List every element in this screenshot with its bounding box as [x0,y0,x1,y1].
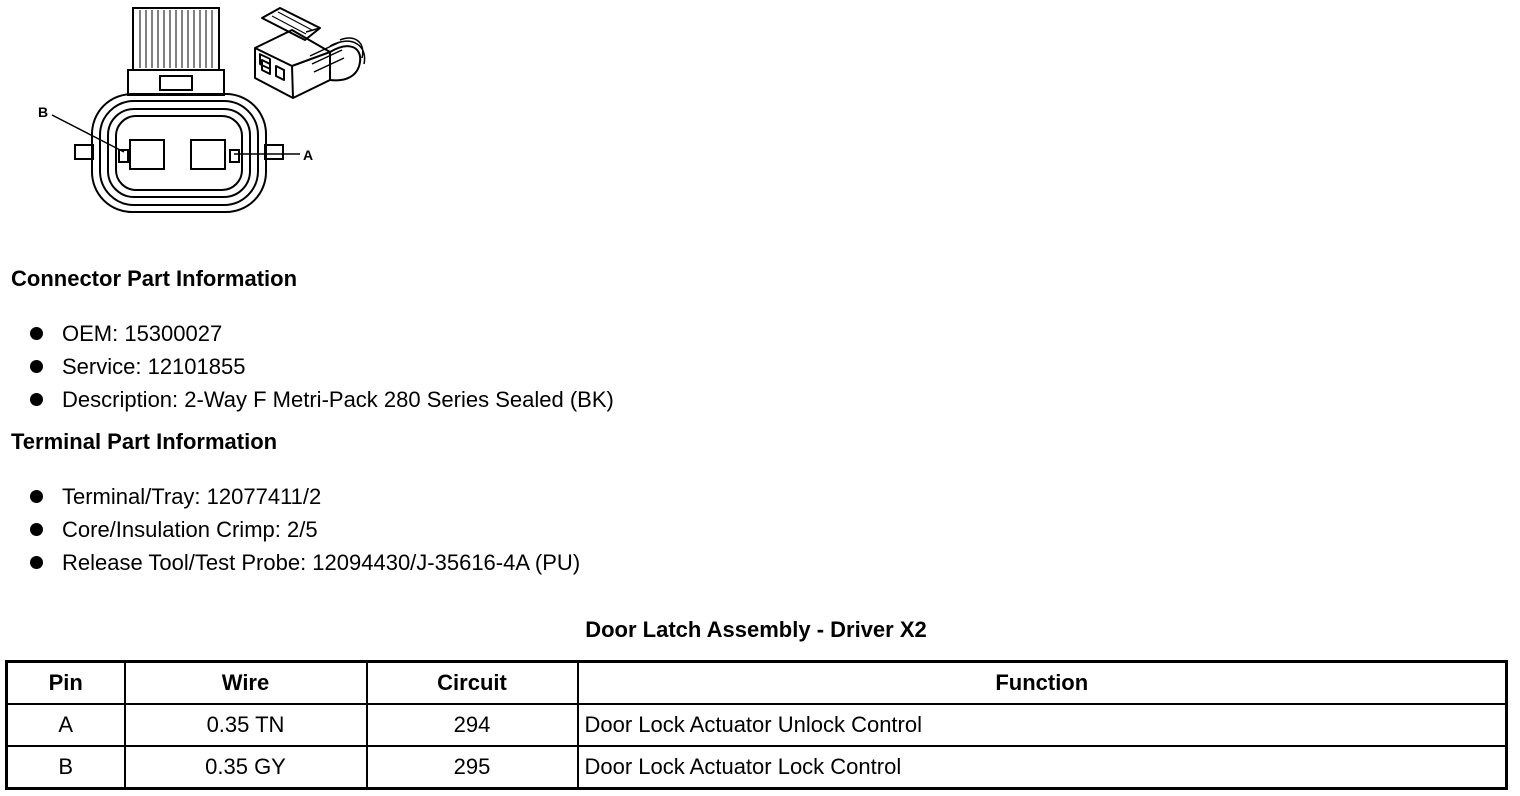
table-header-row [7,662,1507,705]
list-item [30,350,614,383]
terminal-info-list [30,480,580,579]
label-b: B [38,104,49,120]
header-wire: Wire [125,662,367,705]
terminal-release-tool: Release Tool/Test Probe: 12094430/J-35616-4A (PU) [62,550,581,575]
label-a: A [303,147,314,163]
header-function: Function [578,662,1507,705]
pinout-table [5,660,1508,790]
header-pin: Pin [7,662,125,705]
bullet-icon [30,393,43,406]
terminal-crimp: Core/Insulation Crimp: 2/5 [62,517,318,542]
connector-diagram [0,0,380,225]
list-item [30,546,580,579]
connector-oem: OEM: 15300027 [62,321,223,346]
list-item [30,317,614,350]
terminal-tray: Terminal/Tray: 12077411/2 [62,484,322,509]
bullet-icon [30,556,43,569]
cell-function: Door Lock Actuator Unlock Control [578,704,1507,746]
cell-pin: B [7,746,125,789]
list-item [30,513,580,546]
bullet-icon [30,360,43,373]
header-circuit: Circuit [367,662,578,705]
connector-service: Service: 12101855 [62,354,246,379]
list-item [30,383,614,416]
cell-wire: 0.35 GY [125,746,367,789]
cell-wire: 0.35 TN [125,704,367,746]
table-caption: Door Latch Assembly - Driver X2 [585,617,927,642]
bullet-icon [30,523,43,536]
connector-info-list [30,317,614,416]
cell-pin: A [7,704,125,746]
connector-thumbnail [255,8,365,98]
bullet-icon [30,490,43,503]
cavity-b [130,140,164,169]
bullet-icon [30,327,43,340]
cell-circuit: 294 [367,704,578,746]
table-row [7,746,1507,789]
list-item [30,480,580,513]
cell-circuit: 295 [367,746,578,789]
table-row [7,704,1507,746]
connector-info-heading: Connector Part Information [11,266,298,291]
terminal-info-heading: Terminal Part Information [11,429,278,454]
connector-description: Description: 2-Way F Metri-Pack 280 Series Sealed (BK) [62,387,614,412]
cell-function: Door Lock Actuator Lock Control [578,746,1507,789]
cavity-a [191,140,225,169]
